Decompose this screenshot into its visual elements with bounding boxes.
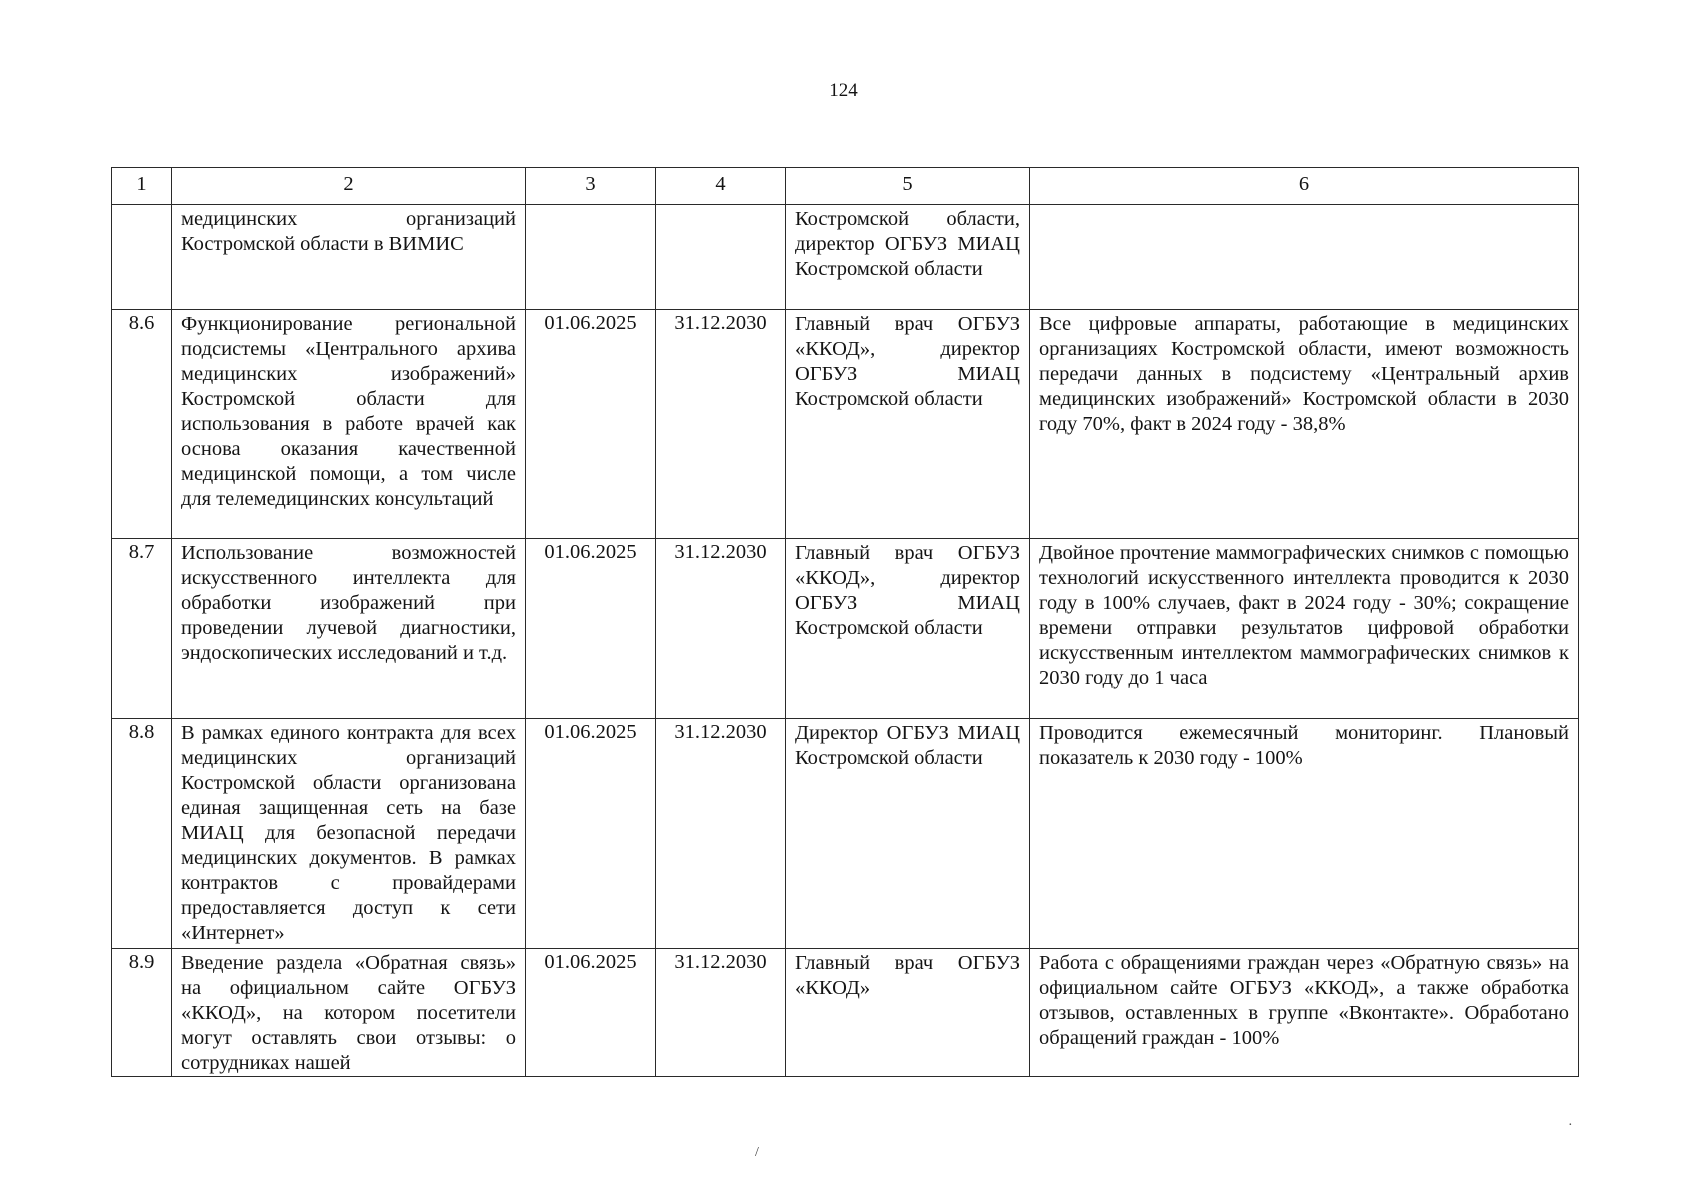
result-cell: Двойное прочтение маммографических снимков с помощью технологий искусственного интеллекта проводится к 2030 году в 100% случаев, факт в 2024 году - 30%; сокращение времени отправки результатов цифровой обработки искусственным интеллектом маммографических снимков к 2030 году до 1 часа [1030,539,1579,719]
task-cell: медицинских организаций Костромской области в ВИМИС [172,205,526,310]
column-header: 4 [656,168,786,205]
task-cell: Функционирование региональной подсистемы «Центрального архива медицинских изображений» Костромской области для использования в работе врачей как основа оказания качественной медицинской помощи, а том числе для телемедицинских консультаций [172,310,526,539]
row-number: 8.6 [112,310,172,539]
scan-speck: · [1568,1118,1573,1133]
column-header: 2 [172,168,526,205]
table-row [112,719,1579,949]
start-date-cell: 01.06.2025 [526,719,656,949]
start-date-cell: 01.06.2025 [526,949,656,1077]
end-date-cell: 31.12.2030 [656,310,786,539]
responsible-cell: Главный врач ОГБУЗ «ККОД» [786,949,1030,1077]
responsible-cell: Главный врач ОГБУЗ «ККОД», директор ОГБУЗ МИАЦ Костромской области [786,310,1030,539]
responsible-cell: Главный врач ОГБУЗ «ККОД», директор ОГБУЗ МИАЦ Костромской области [786,539,1030,719]
responsible-cell: Директор ОГБУЗ МИАЦ Костромской области [786,719,1030,949]
row-number: 8.9 [112,949,172,1077]
end-date-cell [656,205,786,310]
task-cell: Введение раздела «Обратная связь» на официальном сайте ОГБУЗ «ККОД», на котором посетители могут оставлять свои отзывы: о сотрудниках нашей [172,949,526,1077]
end-date-cell: 31.12.2030 [656,949,786,1077]
start-date-cell: 01.06.2025 [526,310,656,539]
result-cell: Проводится ежемесячный мониторинг. Плановый показатель к 2030 году - 100% [1030,719,1579,949]
task-cell: Использование возможностей искусственного интеллекта для обработки изображений при проведении лучевой диагностики, эндоскопических исследований и т.д. [172,539,526,719]
column-header: 5 [786,168,1030,205]
result-cell [1030,205,1579,310]
action-plan-table [111,167,1579,1077]
row-number [112,205,172,310]
row-number: 8.8 [112,719,172,949]
table-row [112,539,1579,719]
scan-speck: / [755,1145,759,1160]
end-date-cell: 31.12.2030 [656,719,786,949]
column-header: 3 [526,168,656,205]
row-number: 8.7 [112,539,172,719]
result-cell: Все цифровые аппараты, работающие в медицинских организациях Костромской области, имеют возможность передачи данных в подсистему «Центральный архив медицинских изображений» Костромской области в 2030 году 70%, факт в 2024 году - 38,8% [1030,310,1579,539]
table-row [112,205,1579,310]
end-date-cell: 31.12.2030 [656,539,786,719]
column-header: 6 [1030,168,1579,205]
start-date-cell: 01.06.2025 [526,539,656,719]
table-row [112,310,1579,539]
result-cell: Работа с обращениями граждан через «Обратную связь» на официальном сайте ОГБУЗ «ККОД», а также обработка отзывов, оставленных в группе «Вконтакте». Обработано обращений граждан - 100% [1030,949,1579,1077]
table-header-row [112,168,1579,205]
start-date-cell [526,205,656,310]
task-cell: В рамках единого контракта для всех медицинских организаций Костромской области организована единая защищенная сеть на базе МИАЦ для безопасной передачи медицинских документов. В рамках контрактов с провайдерами предоставляется доступ к сети «Интернет» [172,719,526,949]
responsible-cell: Костромской области, директор ОГБУЗ МИАЦ Костромской области [786,205,1030,310]
column-header: 1 [112,168,172,205]
table-row [112,949,1579,1077]
page-number: 124 [829,80,858,101]
